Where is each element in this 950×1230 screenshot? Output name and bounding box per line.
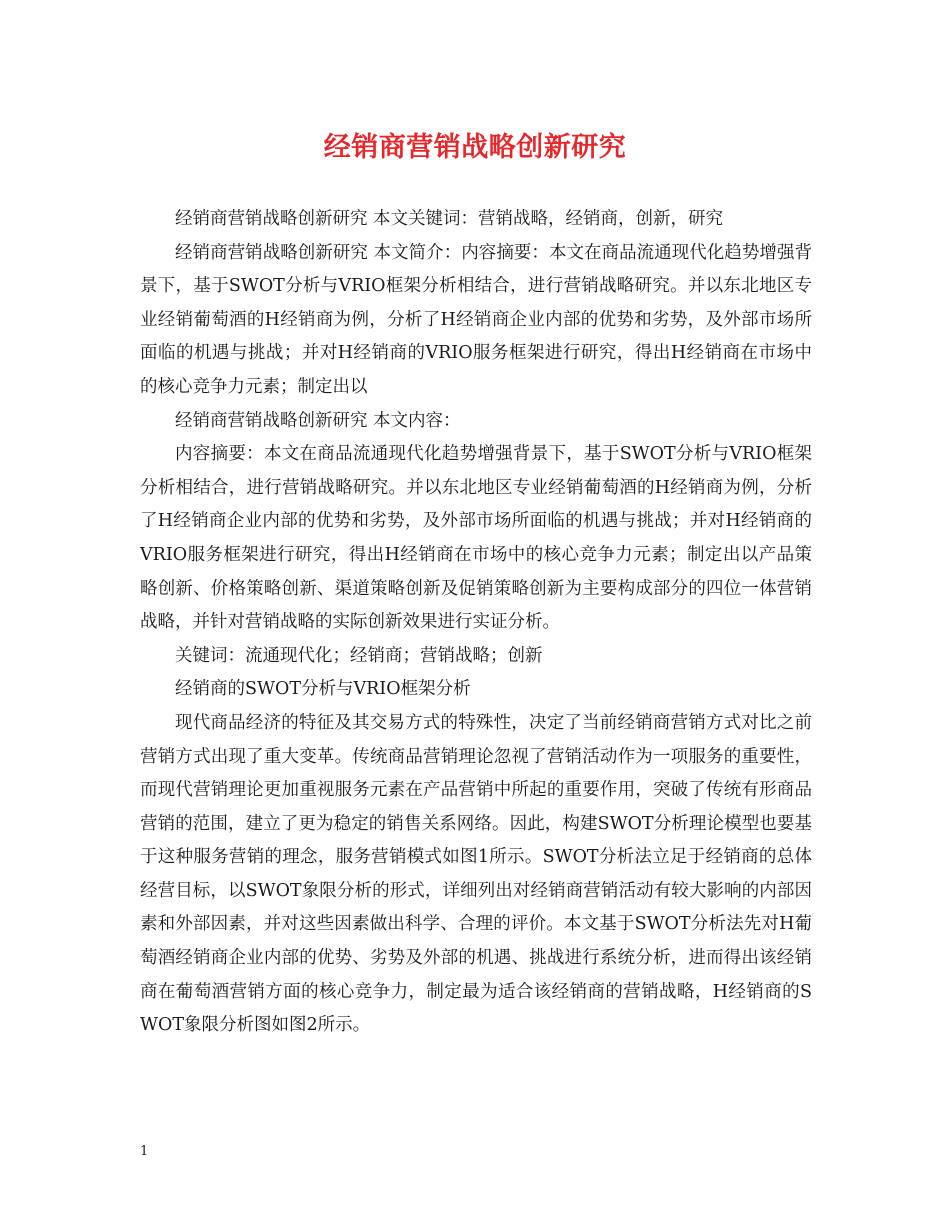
page-number: 1 bbox=[140, 1144, 149, 1159]
paragraph-body: 现代商品经济的特征及其交易方式的特殊性，决定了当前经销商营销方式对比之前营销方式出现了重大变革。传统商品营销理论忽视了营销活动作为一项服务的重要性，而现代营销理论更加重视服务元素在产品营销中所起的重要作用，突破了传统有形商品营销的范围，建立了更为稳定的销售关系网络。因此，构建SWOT分析理论模型也要基于这种服务营销的理念，服务营销模式如图1所示。SWOT分析法立足于经销商的总体经营目标，以SWOT象限分析的形式，详细列出对经销商营销活动有较大影响的内部因素和外部因素，并对这些因素做出科学、合理的评价。本文基于SWOT分析法先对H葡萄酒经销商企业内部的优势、劣势及外部的机遇、挑战进行系统分析，进而得出该经销商在葡萄酒营销方面的核心竞争力，制定最为适合该经销商的营销战略，H经销商的SWOT象限分析图如图2所示。 bbox=[140, 712, 812, 1036]
document-body bbox=[140, 203, 812, 1043]
section-heading-swot-vrio: 经销商的SWOT分析与VRIO框架分析 bbox=[175, 679, 471, 700]
paragraph-abstract: 内容摘要：本文在商品流通现代化趋势增强背景下，基于SWOT分析与VRIO框架分析相结合，进行营销战略研究。并以东北地区专业经销葡萄酒的H经销商为例，分析了H经销商企业内部的优势和劣势，及外部市场所面临的机遇与挑战；并对H经销商的VRIO服务框架进行研究，得出H经销商在市场中的核心竞争力元素；制定出以产品策略创新、价格策略创新、渠道策略创新及促销策略创新为主要构成部分的四位一体营销战略，并针对营销战略的实际创新效果进行实证分析。 bbox=[140, 444, 812, 633]
paragraph-keywords: 关键词：流通现代化；经销商；营销战略；创新 bbox=[175, 645, 543, 666]
paragraph-content-heading: 经销商营销战略创新研究 本文内容： bbox=[175, 410, 461, 431]
paragraph-keywords-intro: 经销商营销战略创新研究 本文关键词：营销战略，经销商，创新，研究 bbox=[175, 209, 724, 229]
document-title: 经销商营销战略创新研究 bbox=[323, 132, 627, 163]
paragraph-summary-intro: 经销商营销战略创新研究 本文简介：内容摘要：本文在商品流通现代化趋势增强背景下，基于SWOT分析与VRIO框架分析相结合，进行营销战略研究。并以东北地区专业经销葡萄酒的H经销商为例，分析了H经销商企业内部的优势和劣势，及外部市场所面临的机遇与挑战；并对H经销商的VRIO服务框架进行研究，得出H经销商在市场中的核心竞争力元素；制定出以 bbox=[140, 242, 812, 397]
